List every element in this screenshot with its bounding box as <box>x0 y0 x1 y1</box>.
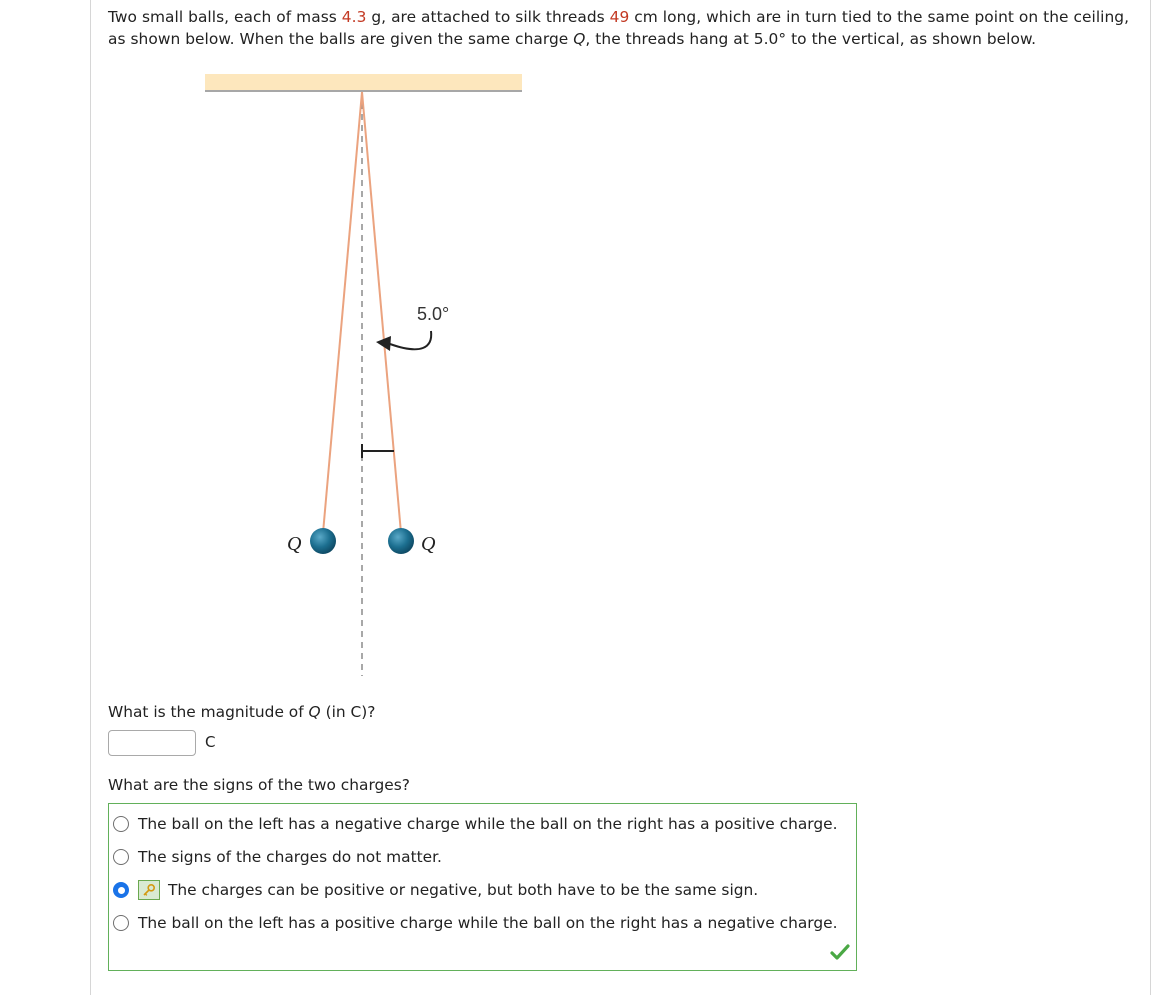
radio-button-selected[interactable] <box>113 882 129 898</box>
option-left-positive-right-negative[interactable] <box>113 911 837 935</box>
radio-button[interactable] <box>113 816 129 832</box>
question-signs: What are the signs of the two charges? <box>108 776 410 794</box>
question-magnitude: What is the magnitude of Q (in C)? <box>108 703 376 721</box>
option-same-sign[interactable] <box>113 878 758 902</box>
option-left-negative-right-positive[interactable] <box>113 812 837 836</box>
left-divider <box>90 0 91 995</box>
thread-length-value: 49 <box>609 8 630 26</box>
pendulum-figure <box>190 66 550 681</box>
left-ball <box>310 528 336 554</box>
problem-statement: Two small balls, each of mass 4.3 g, are attached to silk threads 49 cm long, which are in turn tied to the same point on the ceiling, as shown below. When the balls are given the same charge Q, the threads hang at 5.0° to the vertical, as shown below. <box>108 8 1130 48</box>
right-ball <box>388 528 414 554</box>
option-label: The ball on the left has a negative charge while the ball on the right has a positive charge. <box>138 815 838 833</box>
correct-check-icon <box>830 944 850 964</box>
angle-label: 5.0° <box>417 304 450 324</box>
left-thread <box>323 92 362 533</box>
right-ball-charge-label: Q <box>421 533 436 555</box>
option-signs-do-not-matter[interactable] <box>113 845 442 869</box>
angle-arrow <box>390 331 431 349</box>
right-thread <box>362 92 401 533</box>
radio-button[interactable] <box>113 849 129 865</box>
option-label: The charges can be positive or negative, but both have to be the same sign. <box>168 881 759 899</box>
left-ball-charge-label: Q <box>287 533 302 555</box>
option-label: The ball on the left has a positive charge while the ball on the right has a negative charge. <box>138 914 838 932</box>
unit-label: C <box>205 733 216 751</box>
right-divider <box>1150 0 1151 995</box>
ceiling <box>205 74 522 91</box>
radio-button[interactable] <box>113 915 129 931</box>
sign-choices-group <box>108 803 857 971</box>
mass-value: 4.3 <box>341 8 367 26</box>
key-icon <box>138 880 160 900</box>
option-label: The signs of the charges do not matter. <box>138 848 442 866</box>
charge-magnitude-input[interactable] <box>108 730 196 756</box>
